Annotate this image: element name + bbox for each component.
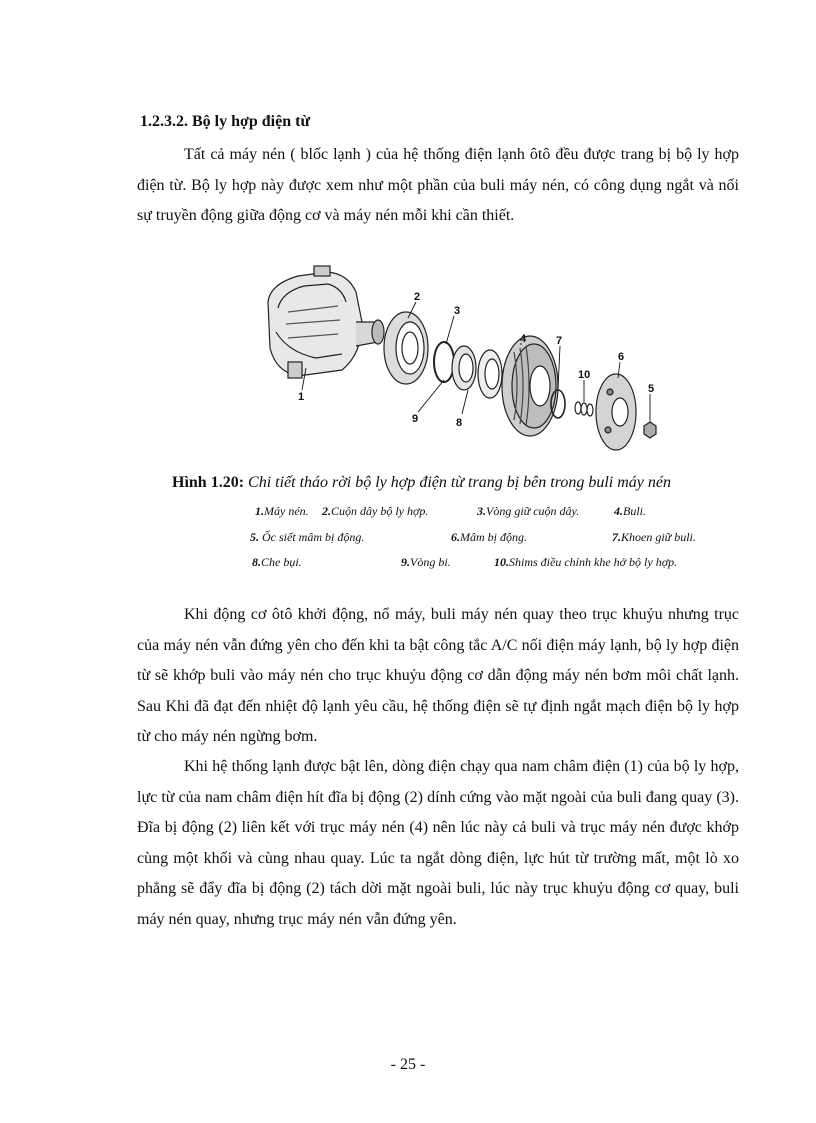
figure-label-7: 7 <box>556 335 563 347</box>
legend-item: 8.Che bụi. <box>252 555 302 569</box>
bearing-drawing <box>452 346 476 390</box>
section-heading: 1.2.3.2. Bộ ly hợp điện từ <box>140 113 311 130</box>
legend-item: 3.Vòng giữ cuộn dây. <box>477 504 580 518</box>
caption-text: Chi tiết tháo rời bộ ly hợp điện từ trang bị bên trong buli máy nén <box>244 474 671 491</box>
snap-ring-drawing <box>434 342 454 382</box>
page-number: - 25 - <box>390 1056 426 1073</box>
pulley-drawing <box>502 336 558 436</box>
legend-item: 5. Ốc siết mâm bị động. <box>250 530 365 544</box>
shims-drawing <box>575 402 593 416</box>
compressor-body-drawing <box>268 266 384 378</box>
clutch-exploded-diagram <box>258 262 664 458</box>
dust-cover-drawing <box>478 350 502 398</box>
legend-item: 7.Khoen giữ buli. <box>612 530 696 544</box>
legend-item: 4.Buli. <box>614 504 646 518</box>
paragraph-operation: Khi động cơ ôtô khởi động, nổ máy, buli máy nén quay theo trục khuỷu nhưng trục của máy nén vẫn đứng yên cho đến khi ta bật công tắc A/C nối điện máy lạnh, bộ ly hợp điện từ sẽ khớp buli vào máy nén cho trục khuỷu động cơ dẫn động máy nén bơm môi chất lạnh. Sau Khi đã đạt đến nhiệt độ lạnh yêu cầu, hệ thống điện sẽ tự định ngắt mạch điện bộ ly hợp từ cho máy nén ngừng bơm. <box>137 606 739 745</box>
legend-item: 2.Cuộn dây bộ ly hợp. <box>322 504 429 518</box>
figure-label-8: 8 <box>456 417 463 429</box>
legend-item: 6.Mâm bị động. <box>451 530 527 544</box>
paragraph-intro: Tất cả máy nén ( blốc lạnh ) của hệ thống điện lạnh ôtô đều được trang bị bộ ly hợp điện từ. Bộ ly hợp này được xem như một phần của buli máy nén, có công dụng ngắt và nối sự truyền động giữa động cơ và máy nén mỗi khi cần thiết. <box>137 146 739 224</box>
coil-drawing <box>384 312 428 384</box>
figure-label-9: 9 <box>412 413 419 425</box>
figure-label-5: 5 <box>648 383 655 395</box>
nut-drawing <box>644 422 656 438</box>
figure-label-1: 1 <box>298 391 305 403</box>
pressure-plate-drawing <box>596 374 636 450</box>
figure-label-4: 4 <box>520 333 527 345</box>
figure-label-6: 6 <box>618 351 625 363</box>
caption-label: Hình 1.20: <box>172 474 245 491</box>
figure-caption <box>172 474 671 492</box>
legend-item: 1.Máy nén. <box>255 504 309 518</box>
figure-label-10: 10 <box>578 369 591 381</box>
paragraph-mechanism: Khi hệ thống lạnh được bật lên, dòng điện chạy qua nam châm điện (1) của bộ ly hợp, lực từ của nam châm điện hít đĩa bị động (2) dính cứng vào mặt ngoài của buli đang quay (3). Đĩa bị động (2) liên kết với trục máy nén (4) nên lúc này cả buli và trục máy nén được khớp cùng một khối và cùng nhau quay. Lúc ta ngắt dòng điện, lực hút từ trường mất, một lò xo phẳng sẽ đẩy đĩa bị động (2) tách dời mặt ngoài buli, lúc này trục khuỷu động cơ quay, buli máy nén quay, nhưng trục máy nén vẫn đứng yên. <box>137 758 739 928</box>
legend-item: 10.Shims điều chỉnh khe hở bộ ly hợp. <box>494 555 678 569</box>
figure-label-2: 2 <box>414 291 421 303</box>
figure-label-3: 3 <box>454 305 461 317</box>
legend-item: 9.Vòng bi. <box>401 555 451 569</box>
